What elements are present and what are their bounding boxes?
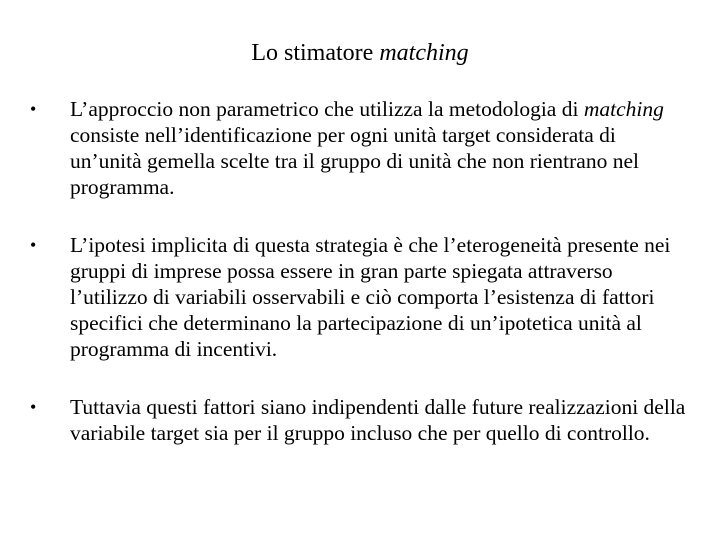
bullet-item-1 [30, 96, 690, 200]
bullet-text-3: Tuttavia questi fattori siano indipendenti dalle future realizzazioni della variabile target sia per il gruppo incluso che per quello di controllo. [70, 395, 686, 445]
bullet-icon: • [30, 397, 37, 417]
bullet-1-lead: L’approccio non parametrico che utilizza la metodologia di [70, 97, 579, 121]
bullet-1-emphasis: matching [583, 97, 664, 121]
bullet-icon: • [30, 235, 37, 255]
bullet-icon: • [30, 99, 37, 119]
slide-title [0, 38, 720, 68]
bullet-1-rest: consiste nell’identificazione per ogni unità target considerata di un’unità gemella scelte tra il gruppo di unità che non rientrano nel programma. [70, 123, 639, 199]
bullet-item-3 [30, 394, 690, 446]
slide-title-emphasis: matching [379, 40, 469, 66]
bullet-text-1 [70, 96, 690, 200]
bullet-text-2: L’ipotesi implicita di questa strategia è che l’eterogeneità presente nei gruppi di imprese possa essere in gran parte spiegata attraverso l’utilizzo di variabili osservabili e ciò comporta l’esistenza di fattori specifici che determinano la partecipazione di un’ipotetica unità al programma di incentivi. [70, 233, 671, 361]
bullet-list [30, 96, 690, 446]
bullet-item-2 [30, 232, 690, 362]
slide-title-plain: Lo stimatore [251, 40, 374, 66]
